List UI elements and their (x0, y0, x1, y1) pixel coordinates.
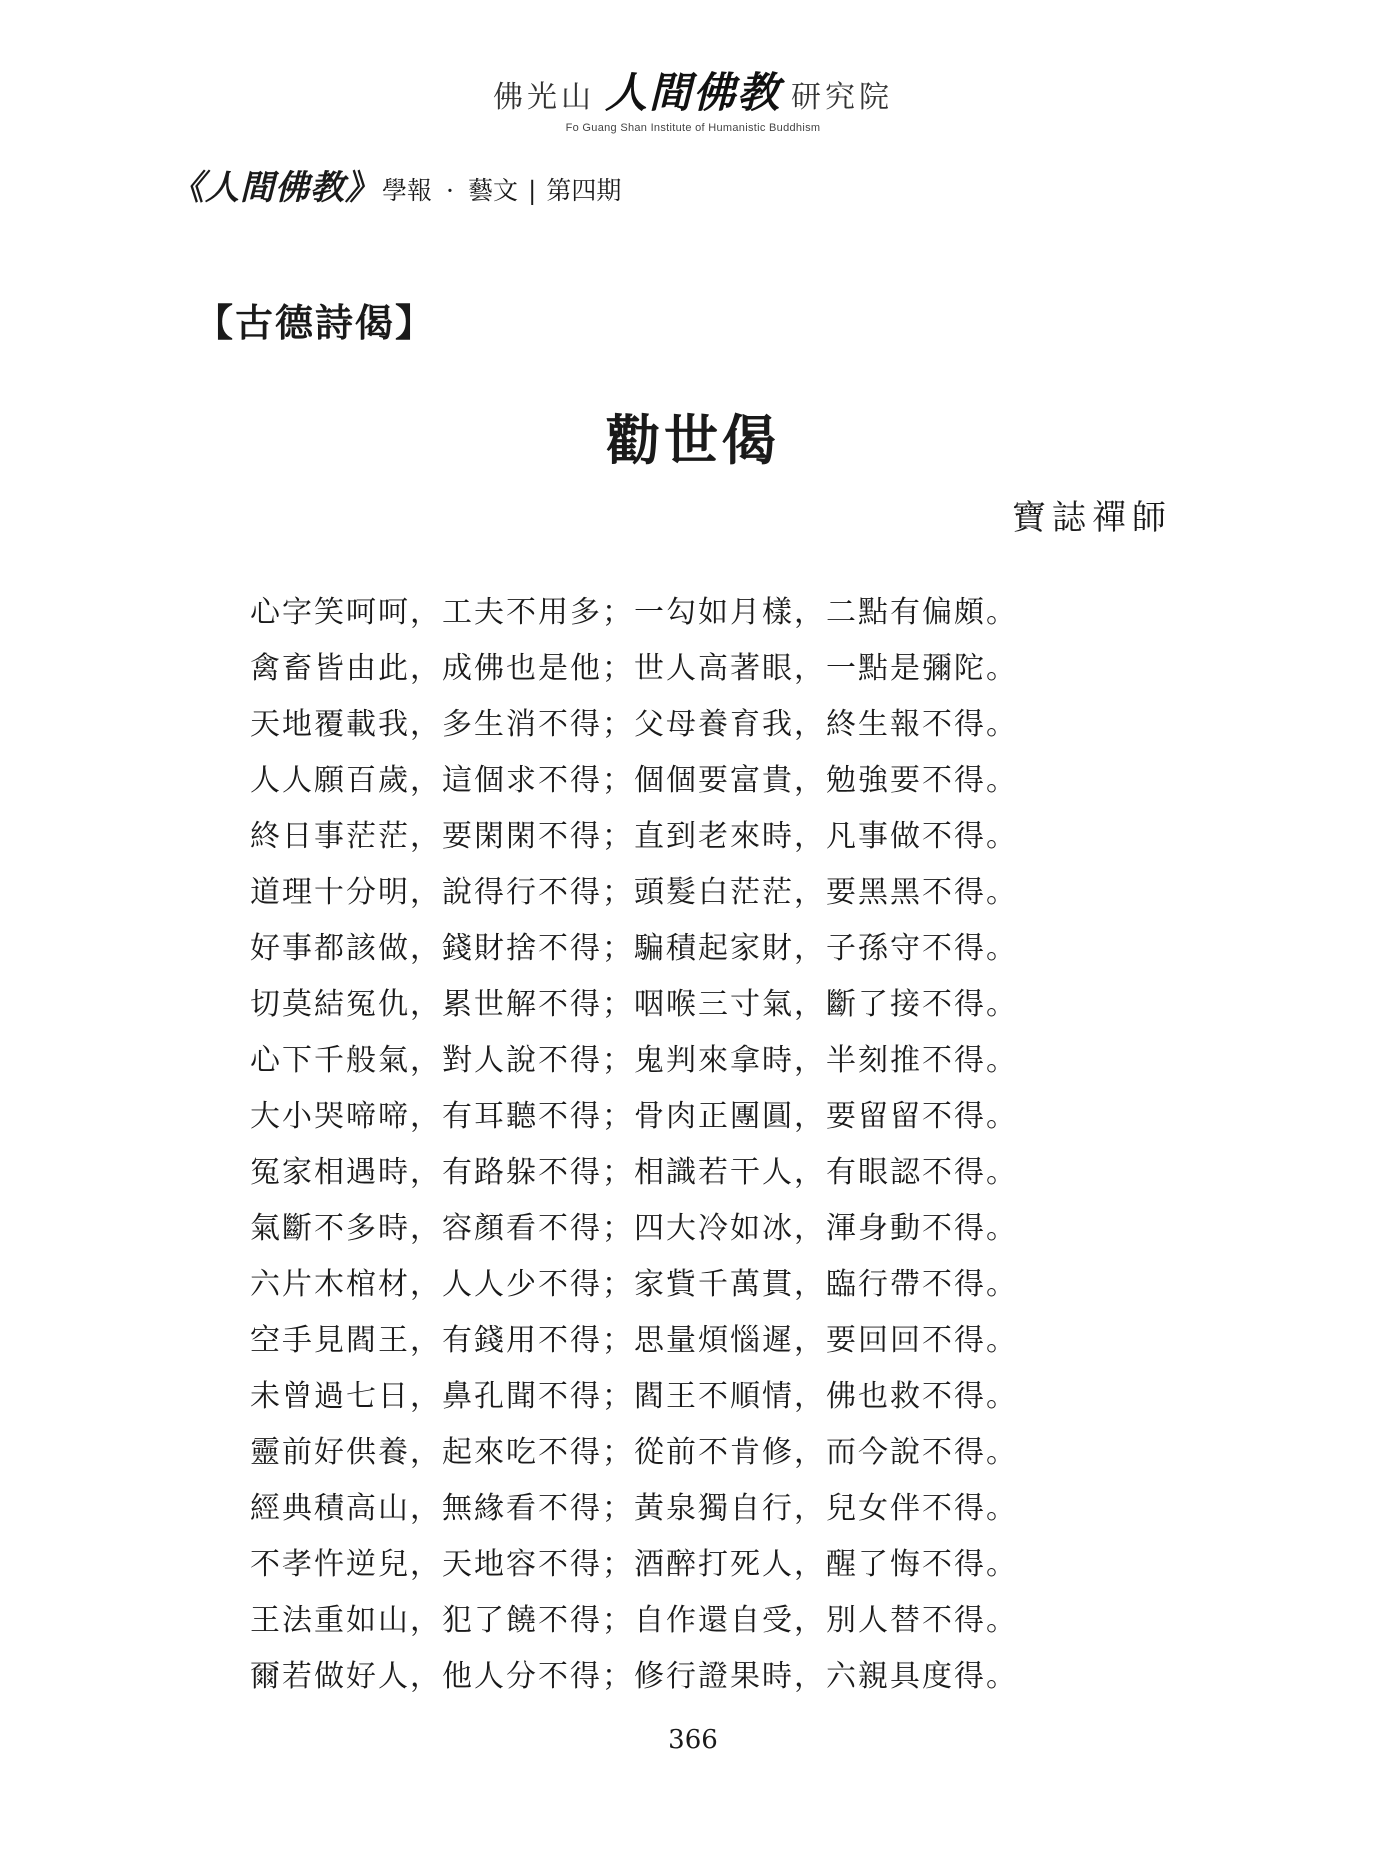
verse-line: 爾若做好人，他人分不得；修行證果時，六親具度得。 (250, 1659, 1018, 1694)
journal-part-2: 藝文 (467, 176, 518, 205)
verse-line: 心字笑呵呵，工夫不用多；一勾如月樣，二點有偏頗。 (250, 595, 1018, 630)
verse-line: 氣斷不多時，容顏看不得；四大冷如冰，渾身動不得。 (250, 1211, 1018, 1246)
institute-header (0, 60, 1386, 134)
section-label: 【古德詩偈】 (195, 300, 436, 345)
verse-line: 六片木棺材，人人少不得；家貲千萬貫，臨行帶不得。 (250, 1267, 1018, 1302)
verse-line: 道理十分明，說得行不得；頭髮白茫茫，要黑黑不得。 (250, 875, 1018, 910)
institute-suffix: 研究院 (791, 80, 893, 115)
poem-title: 勸世偈 (606, 408, 780, 472)
verse-line: 禽畜皆由此，成佛也是他；世人高著眼，一點是彌陀。 (250, 651, 1018, 686)
verse-line: 王法重如山，犯了饒不得；自作還自受，別人替不得。 (250, 1603, 1018, 1638)
page-number: 366 (668, 1725, 718, 1755)
institute-brand-logo: 人間佛教 (604, 68, 781, 117)
journal-separator-bar: | (527, 176, 537, 205)
verse-line: 天地覆載我，多生消不得；父母養育我，終生報不得。 (250, 707, 1018, 742)
poem-author: 寶誌禪師 (1012, 498, 1172, 538)
institute-prefix: 佛光山 (492, 80, 595, 115)
verse-line: 切莫結冤仇，累世解不得；咽喉三寸氣，斷了接不得。 (250, 987, 1018, 1022)
verse-line: 心下千般氣，對人說不得；鬼判來拿時，半刻推不得。 (250, 1043, 1018, 1078)
journal-part-1: 學報 (382, 176, 433, 205)
verse-line: 不孝忤逆兒，天地容不得；酒醉打死人，醒了悔不得。 (250, 1547, 1018, 1582)
journal-separator-dot: · (446, 176, 454, 205)
verse-line: 冤家相遇時，有路躲不得；相識若干人，有眼認不得。 (250, 1155, 1018, 1190)
verse-line: 好事都該做，錢財捨不得；騙積起家財，子孫守不得。 (250, 931, 1018, 966)
verse-line: 人人願百歲，這個求不得；個個要富貴，勉強要不得。 (250, 763, 1018, 798)
institute-name (493, 60, 893, 120)
journal-brand: 《人間佛教》 (170, 168, 380, 208)
verse-line: 終日事茫茫，要閑閑不得；直到老來時，凡事做不得。 (250, 819, 1018, 854)
verse-line: 靈前好供養，起來吃不得；從前不肯修，而今說不得。 (250, 1435, 1018, 1470)
verse-line: 未曾過七日，鼻孔聞不得；閻王不順情，佛也救不得。 (250, 1379, 1018, 1414)
poem-verses (250, 585, 1150, 1705)
verse-line: 經典積高山，無緣看不得；黃泉獨自行，兒女伴不得。 (250, 1491, 1018, 1526)
journal-running-header (170, 160, 621, 209)
verse-line: 空手見閻王，有錢用不得；思量煩惱遲，要回回不得。 (250, 1323, 1018, 1358)
institute-english-name: Fo Guang Shan Institute of Humanistic Buddhism (565, 122, 821, 134)
journal-issue: 第四期 (546, 176, 622, 205)
verse-line: 大小哭啼啼，有耳聽不得；骨肉正團圓，要留留不得。 (250, 1099, 1018, 1134)
